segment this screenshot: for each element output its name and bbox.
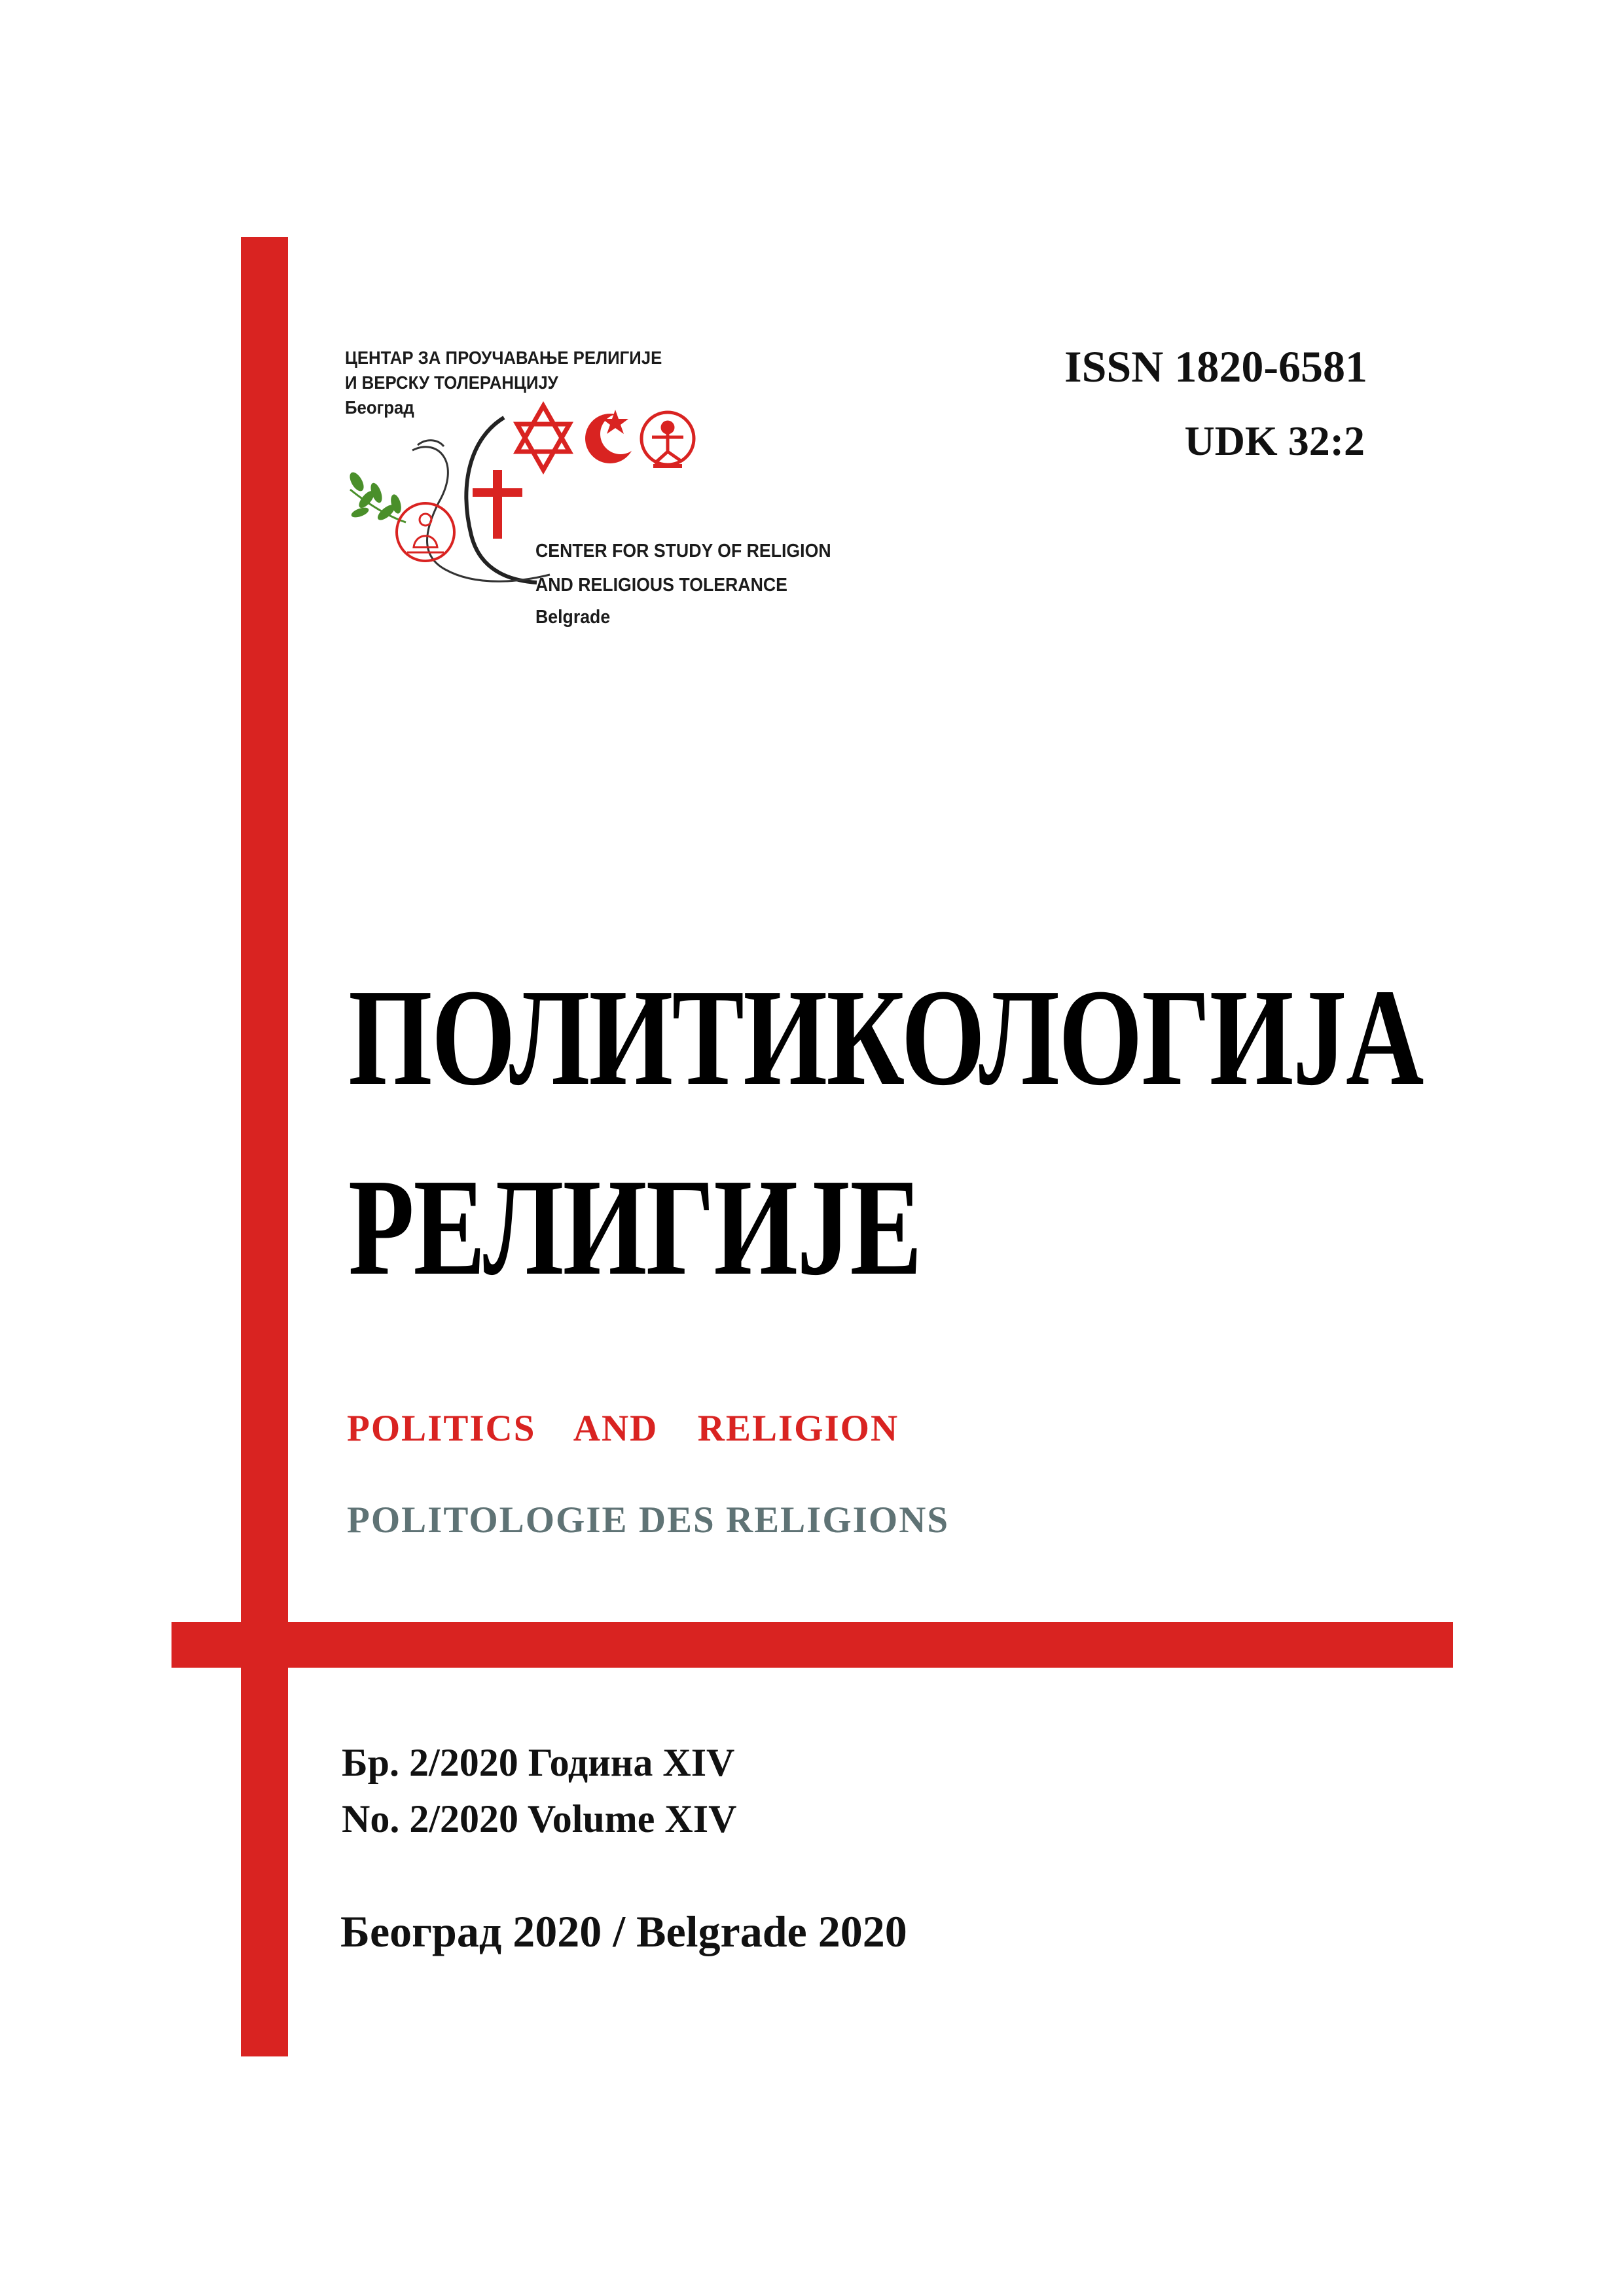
org-en-line2: AND RELIGIOUS TOLERANCE xyxy=(535,575,787,596)
org-sr-city: Београд xyxy=(345,397,414,418)
org-sr-line1: ЦЕНТАР ЗА ПРОУЧАВАЊЕ РЕЛИГИЈЕ xyxy=(345,348,662,368)
org-en-line1: CENTER FOR STUDY OF RELIGION xyxy=(535,541,831,562)
star-of-david-icon xyxy=(517,406,569,470)
subtitle-english: POLITICS AND RELIGION xyxy=(347,1408,899,1449)
issue-line-serbian: Бр. 2/2020 Година XIV xyxy=(342,1741,735,1784)
place-and-year: Београд 2020 / Belgrade 2020 xyxy=(340,1907,907,1956)
meditating-figure-icon xyxy=(397,503,454,561)
christian-cross-icon xyxy=(473,470,522,539)
org-en-city: Belgrade xyxy=(535,607,611,628)
organization-name-english xyxy=(535,534,909,632)
red-cross-vertical-bar xyxy=(241,237,288,2056)
issn-number: ISSN 1820-6581 xyxy=(1064,342,1367,391)
subtitle-french: POLITOLOGIE DES RELIGIONS xyxy=(347,1499,950,1541)
journal-title-line2: РЕЛИГИЈЕ xyxy=(348,1150,922,1304)
shiva-nataraja-icon xyxy=(641,412,694,466)
org-sr-line2: И ВЕРСКУ ТОЛЕРАНЦИЈУ xyxy=(345,372,558,393)
issue-line-english: No. 2/2020 Volume XIV xyxy=(342,1797,737,1840)
udk-code: UDK 32:2 xyxy=(1184,418,1365,464)
journal-title-line1: ПОЛИТИКОЛОГИЈА xyxy=(348,960,1423,1114)
journal-title xyxy=(348,942,1423,1322)
issue-info xyxy=(342,1734,736,1847)
crescent-star-icon xyxy=(585,410,641,463)
olive-branch-icon xyxy=(347,470,406,523)
red-cross-horizontal-bar xyxy=(171,1622,1453,1668)
